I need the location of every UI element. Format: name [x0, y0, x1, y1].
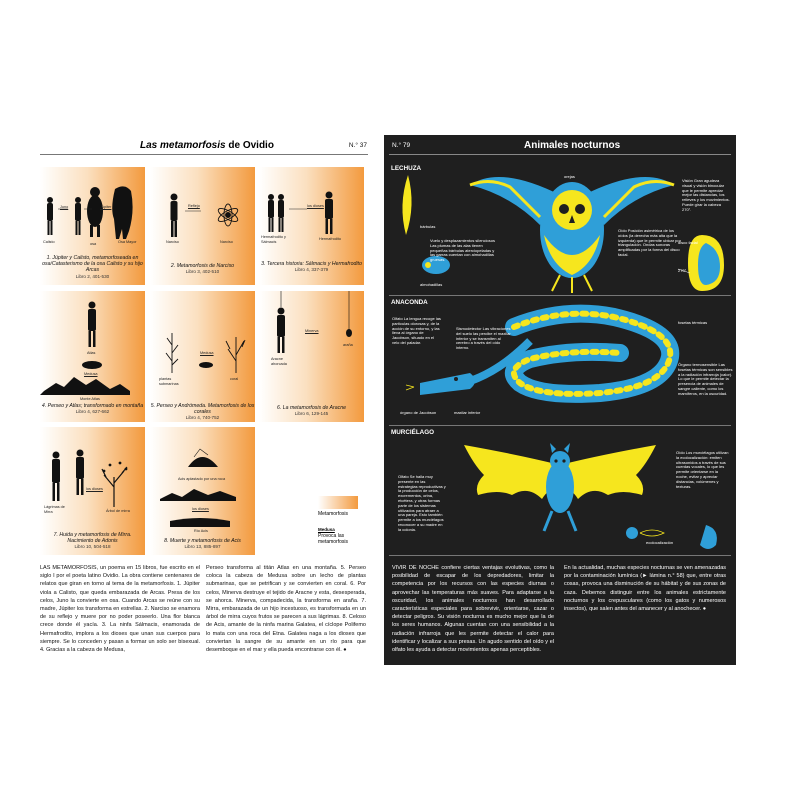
panel-narciso: [150, 167, 255, 285]
label-hermafrodito-salmacis: Hermafrodito y Sálmacis: [261, 235, 286, 244]
label-los-dioses-mirra: los dioses: [86, 487, 103, 491]
owl-label-disco: disco facial: [678, 240, 698, 245]
panel-andromeda: [150, 291, 255, 422]
label-arana: araña: [343, 343, 353, 347]
panel-caption: 2. Metamorfosis de Narciso Libro 3, 402-510: [170, 263, 235, 275]
legend-medusa: Medusa: [318, 527, 335, 532]
bat-text-oido: Oído Los murciélagos utilizan la ecolocalización: emiten ultrasonidos a través de sus cuerdas vocales, lo que les permite orientarse en la noche, evitar y apreciar distancias, volúmenes y texturas.: [676, 450, 729, 489]
panel-caption: 7. Huida y metamorfosis de Mirra. Nacimiento de Adonis Libro 10, 504-518: [53, 532, 132, 550]
label-coral: coral: [230, 377, 239, 381]
panel-acis: [150, 427, 255, 555]
snake-label-maxilar: maxilar inferior: [454, 410, 481, 415]
panel-caption: 6. La metamorfosis de Aracne Libro 6, 129-145: [276, 405, 346, 417]
right-page-title: Animales nocturnos: [524, 140, 621, 151]
label-rio-acis: Río Acis: [194, 529, 208, 533]
left-body-col-2: Perseo transforma al titán Atlas en una montaña. 5. Perseo coloca la cabeza de Medusa sobre un lecho de plantas submarinas, que se petrifican y se convierten en coral. 6. Por celos, Minerva destruye el tejido de Aracne y esta, desesperada, se ahorca. Minerva, compadecida, la transforma en araña. 7. Mirra, embarazada de un hijo incestuoso, es transformada en un árbol de mirra cuyos frutos se parecen a sus lágrimas. 8. Celoso de Acis, amante de la ninfa marina Galatea, el cíclope Polifemo lo mata con una roca del Etna. Galatea naga a los dioses que conviertan la sangre de su amante en un río para que desemboque en el mar y ella pueda encontrarse con él. ●: [206, 565, 366, 654]
left-page-title: Las metamorfosis de Ovidio: [140, 140, 274, 151]
right-body-col-1: VIVIR DE NOCHE confiere ciertas ventajas evolutivas, como la posibilidad de escapar de los depredadores, limitar la competencia por los recursos con las especies diurnas o aprovechar las temperaturas más suaves. Para adaptarse a la oscuridad, los animales nocturnos han desarrollado características especiales para sobrevivir, orientarse, cazar o detectar peligros. Su visión nocturna es mucho mejor que la de los seres humanos. Algunas cuentan con una sensibilidad a la radiación infrarroja que les permite detectar el calor para identificar y localizar a sus presas. Un agudo sentido del oído y el olfato les ayuda a detectar movimientos apenas perceptibles.: [392, 565, 554, 654]
label-juno: Juno: [60, 205, 69, 209]
left-body-col-1: LAS METAMORFOSIS, un poema en 15 libros, fue escrito en el siglo I por el poeta latino Ovidio. La obra contiene centenares de relatos que giran en torno al tema de la metamorfosis. 1. Júpiter viola a Calisto, que queda embarazada de Arcas. Presa de los celos, Juno la convierte en osa. Cuando Arcas se reúne con su madre, Júpiter los transforma en estrellas. 2. Narciso se enamora de su reflejo y muere por no poder poseerlo. Una flor blanca crece donde él yacía. 3. La ninfa Sálmacis, enamorada de Hermafrodito, implora a los dioses que unan sus cuerpos para siempre. Se lo conceden y pasan a formar un solo ser bisexual. 4. Gracias a la cabeza de Medusa,: [40, 565, 200, 654]
panel-caption: 5. Perseo y Andrómeda. Metamorfosis de los corales Libro 4, 740-752: [150, 403, 255, 421]
section-anaconda: ANACONDA: [391, 299, 428, 306]
label-aracne-ahorcada: Aracne ahorcada: [271, 357, 287, 366]
bat-text-olfato: Olfato Se halla muy presente en las estrategias reproductivas y la producción de celos, excrementos, orina, etcétera, y otras formas parte de los sistemas utilizados para atraer a una pareja. Esto también permite a los murciélagos reconocer a su madre en la colonia.: [398, 474, 446, 532]
label-monte-atlas: Monte Atlas: [80, 397, 100, 401]
bat-body-divider: [389, 555, 731, 556]
label-osa: osa: [90, 242, 97, 246]
label-calisto: Calisto: [43, 240, 55, 244]
left-header-rule: [40, 154, 368, 155]
owl-label-almohadillas: almohadillas: [420, 282, 443, 287]
owl-label-orejas: orejas: [564, 174, 575, 179]
panel-caption: 3. Tercera historia: Sálmacis y Hermafrodito Libro 4, 337-379: [261, 261, 362, 273]
label-medusa-2: Medusa: [200, 351, 214, 355]
owl-text-vuelo: Vuelo y desplazamientos silenciosos Las plumas de las alas tienen pequeñas bárbulas aterciopeladas y las garras cuentan con almohadillas gruesas.: [430, 238, 495, 263]
right-page-number: N.° 79: [392, 142, 411, 149]
section-murcielago: MURCIÉLAGO: [391, 429, 435, 436]
label-hermafrodito: Hermafrodito: [319, 237, 341, 241]
owl-text-vision: Visión Gran agudeza visual y visión binocular que le permite apreciar mejor las distancias, los relieves y los movimientos. Puede girar la cabeza 270°.: [682, 178, 730, 212]
panel-atlas: [40, 291, 145, 422]
label-jupiter: Júpiter: [100, 205, 112, 209]
panel-caption: 8. Muerte y metamorfosis de Acis Libro 13, 885-897: [164, 538, 241, 550]
label-plantas: plantas submarinas: [159, 377, 179, 386]
bat-label-ecolocalizacion: ecolocalización: [646, 540, 674, 545]
label-reflejo: Reflejo: [188, 204, 200, 208]
right-page: [384, 135, 736, 665]
snake-label-fosetas: fosetas térmicas: [678, 320, 708, 325]
panel-calisto: [40, 167, 145, 285]
label-los-dioses-acis: los dioses: [192, 507, 209, 511]
label-narciso: Narciso: [166, 240, 179, 244]
label-lagrimas: Lágrimas de Mirra: [44, 505, 65, 514]
label-narciso-flor: Narciso: [220, 240, 233, 244]
snake-label-jacobson: órgano de Jacobson: [400, 410, 437, 415]
label-atlas: Atlas: [87, 351, 96, 355]
owl-text-oido: Oído Posición asimétrica de los oídos (la derecha más alta que la izquierda) que le permite ubicar por triangulación. Ondas sonoras amplificadas por la forma del disco facial.: [618, 228, 681, 257]
left-page-number: N.° 37: [348, 142, 367, 149]
left-page: [35, 135, 373, 665]
owl-label-barbulas: bárbulas: [420, 224, 436, 229]
owl-label-270: 270°: [678, 268, 687, 273]
legend-swatch: [318, 496, 358, 509]
panel-caption: 1. Júpiter y Calisto, metamorfoseada en osa/Catasterismo de la osa Calisto y su hijo Arcas Libro 2, 401-530: [42, 255, 143, 279]
owl-snake-divider: [389, 295, 731, 296]
label-medusa: Medusa: [84, 372, 98, 376]
snake-bat-divider: [389, 425, 731, 426]
legend-medusa-text: Provoca las metamorfosis: [318, 533, 349, 545]
panel-mirra: [40, 427, 145, 555]
panel-aracne: [259, 291, 364, 422]
label-acis-aplastado: Acis aplastado por una roca: [178, 477, 226, 481]
snake-text-sismodetector: Sismodetector Las vibraciones del suelo las percibe el maxilar inferior y se transmiten al cerebro a través del oído interno.: [456, 326, 511, 351]
section-lechuza: LECHUZA: [391, 165, 422, 172]
snake-text-termosensible: Órgano termosensible Las fosetas térmicas son sensibles a la radiación infrarroja (calor). Lo que le permite detectar la presencia de animales de sangre caliente, como los mamíferos, en la oscuridad.: [678, 362, 733, 396]
snake-text-olfato: Olfato La lengua recoge las partículas olorosas y, de la acción de su entorno, y las lleva al órgano de Jacobson, situado en el velo del paladar.: [392, 316, 441, 345]
legend-metamorfosis: Metamorfosis: [318, 511, 349, 517]
label-minerva: Minerva: [305, 329, 319, 333]
label-osa-mayor: Osa Mayor: [118, 240, 137, 244]
panel-caption: 4. Perseo y Atlas; transformado en montaña Libro 4, 627-662: [41, 403, 144, 415]
right-body-col-2: En la actualidad, muchas especies nocturnas se ven amenazadas por la contaminación lumínica (► lámina n.° 58) que, entre otras cosas, provoca una disminución de su hábitat y de sus zonas de caza. Debemos distinguir entre los animales estrictamente nocturnos y los crepusculares (como los gatos y numerosos insectos), que salen antes del amanecer y al anochecer. ●: [564, 565, 726, 613]
label-arbol-mirra: Árbol de mirra: [106, 509, 130, 513]
acis-illustration: [150, 427, 255, 555]
label-los-dioses: los dioses: [307, 204, 324, 208]
panel-salmacis: [259, 167, 364, 285]
